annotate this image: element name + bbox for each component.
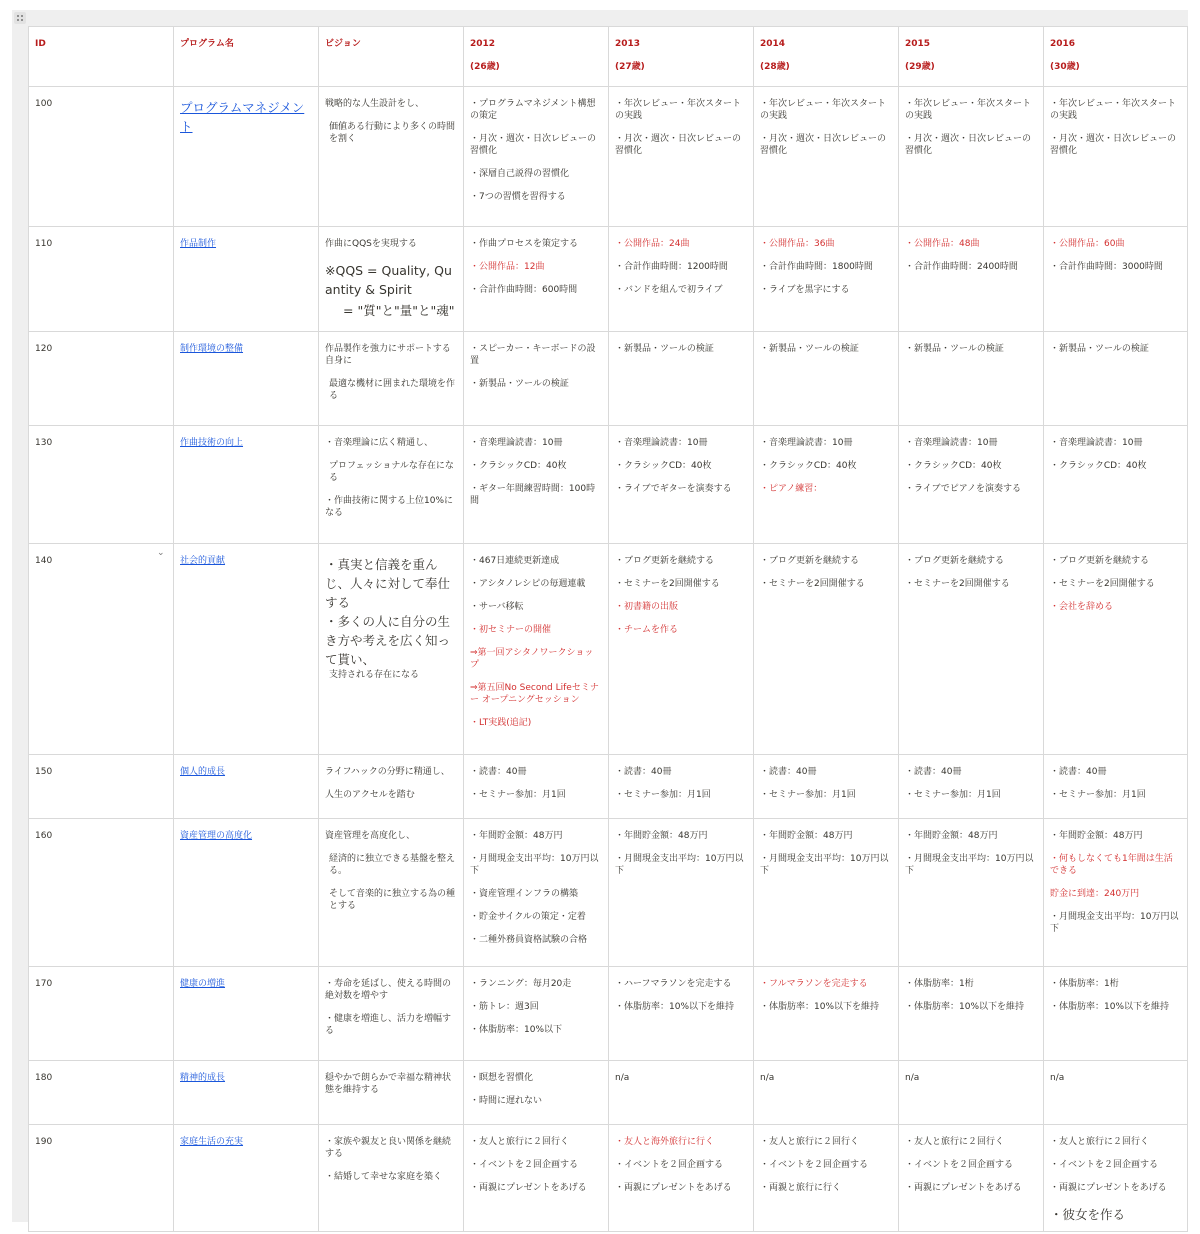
cell-year-2016[interactable] — [1044, 819, 1188, 967]
program-table — [28, 26, 1188, 1232]
header-vision[interactable]: ビジョン — [319, 27, 464, 87]
cell-line: ・ライブでギターを演奏する — [615, 484, 732, 494]
cell-line: ・作曲プロセスを策定する — [470, 239, 579, 249]
cell-line: = "質"と"量"と"魂" — [343, 303, 455, 318]
cell-year-2014[interactable] — [754, 426, 899, 544]
drag-handle-icon[interactable] — [14, 12, 26, 24]
cell-year-2013[interactable] — [609, 819, 754, 967]
cell-year-2012[interactable] — [464, 1061, 609, 1125]
cell-year-2013[interactable] — [609, 967, 754, 1061]
cell-year-2013[interactable] — [609, 755, 754, 819]
cell-year-2016[interactable] — [1044, 544, 1188, 755]
cell-line: ・体脂肪率：1桁 — [905, 979, 974, 989]
cell-line: 人生のアクセルを踏む — [325, 790, 415, 800]
cell-line: ・クラシックCD：40枚 — [760, 461, 857, 471]
program-link[interactable]: 制作環境の整備 — [180, 344, 244, 354]
cell-vision[interactable] — [319, 755, 464, 819]
cell-line: ・ハーフマラソンを完走する — [615, 979, 732, 989]
header-program[interactable]: プログラム名 — [174, 27, 319, 87]
cell-vision[interactable] — [319, 426, 464, 544]
cell-line: ・家族や親友と良い関係を継続する — [325, 1137, 452, 1159]
table-row — [29, 1061, 1188, 1125]
cell-line: ・年次レビュー・年次スタートの実践 — [760, 99, 887, 121]
cell-year-2014[interactable] — [754, 227, 899, 332]
cell-line: ・月間現金支出平均：10万円以下 — [470, 854, 599, 876]
cell-line: ・公開作品：12曲 — [470, 262, 545, 272]
cell-line: ・音楽理論に広く精通し、 — [325, 438, 434, 448]
cell-line: ・イベントを２回企画する — [1050, 1160, 1159, 1170]
cell-program[interactable] — [174, 1061, 319, 1125]
cell-line: ・月間現金支出平均：10万円以下 — [615, 854, 744, 876]
cell-line: ・チームを作る — [615, 625, 679, 635]
cell-line: ・音楽理論読書：10冊 — [470, 438, 563, 448]
cell-line: ・会社を辞める — [1050, 602, 1114, 612]
cell-line: ・体脂肪率：10%以下を維持 — [1050, 1002, 1170, 1012]
cell-line: ・月間現金支出平均：10万円以下 — [760, 854, 889, 876]
cell-line: ・プログラムマネジメント構想の策定 — [470, 99, 596, 121]
cell-line: 最適な機材に囲まれた環境を作る — [329, 379, 456, 401]
cell-line: ・月間現金支出平均：10万円以下 — [1050, 912, 1179, 934]
cell-line: ・公開作品：60曲 — [1050, 239, 1125, 249]
cell-line: ・友人と旅行に２回行く — [760, 1137, 860, 1147]
cell-line: ・彼女を作る — [1050, 1207, 1126, 1222]
cell-year-2016[interactable] — [1044, 755, 1188, 819]
cell-year-2013[interactable] — [609, 426, 754, 544]
cell-year-2013[interactable] — [609, 227, 754, 332]
cell-year-2012[interactable] — [464, 426, 609, 544]
cell-vision[interactable] — [319, 1125, 464, 1232]
cell-program[interactable] — [174, 544, 319, 755]
program-link[interactable]: 個人的成長 — [180, 767, 226, 777]
cell-line: ・新製品・ツールの検証 — [760, 344, 859, 354]
cell-line: n/a — [1050, 1073, 1065, 1083]
table-row — [29, 87, 1188, 227]
cell-line: ・合計作曲時間：1800時間 — [760, 262, 873, 272]
cell-line: ・読書：40冊 — [1050, 767, 1107, 777]
cell-line: ・セミナー参加：月1回 — [760, 790, 856, 800]
cell-line: ・寿命を延ばし、使える時間の絶対数を増やす — [325, 979, 452, 1001]
header-age-label: (28歳) — [760, 62, 790, 72]
cell-line: ・合計作曲時間：3000時間 — [1050, 262, 1163, 272]
cell-line: 支持される存在になる — [329, 670, 420, 680]
cell-year-2015[interactable] — [899, 1061, 1044, 1125]
cell-year-2012[interactable] — [464, 755, 609, 819]
header-age-label: (26歳) — [470, 62, 500, 72]
cell-year-2015[interactable] — [899, 227, 1044, 332]
cell-vision[interactable] — [319, 87, 464, 227]
cell-line: ・年間貯金額：48万円 — [1050, 831, 1143, 841]
program-link[interactable]: 作曲技術の向上 — [180, 438, 244, 448]
cell-program[interactable] — [174, 87, 319, 227]
cell-line: ・ブログ更新を継続する — [760, 556, 860, 566]
cell-line: n/a — [905, 1073, 920, 1083]
cell-vision[interactable] — [319, 967, 464, 1061]
cell-year-2016[interactable] — [1044, 332, 1188, 426]
cell-year-2016[interactable] — [1044, 227, 1188, 332]
cell-line: ・新製品・ツールの検証 — [905, 344, 1004, 354]
table-row — [29, 819, 1188, 967]
cell-year-2013[interactable] — [609, 544, 754, 755]
cell-line: ・クラシックCD：40枚 — [905, 461, 1002, 471]
cell-line: ・初書籍の出版 — [615, 602, 679, 612]
cell-line: ・ライブを黒字にする — [760, 285, 850, 295]
cell-id[interactable]: 130 — [29, 426, 174, 544]
cell-vision[interactable] — [319, 819, 464, 967]
cell-line: ・フルマラソンを完走する — [760, 979, 868, 989]
program-link[interactable]: 健康の増進 — [180, 979, 226, 989]
cell-line: ・音楽理論読書：10冊 — [615, 438, 708, 448]
cell-id[interactable]: 140 — [29, 544, 174, 755]
cell-line: ・音楽理論読書：10冊 — [760, 438, 853, 448]
cell-line: ・イベントを２回企画する — [615, 1160, 724, 1170]
program-link[interactable]: 精神的成長 — [180, 1073, 226, 1083]
cell-line: ・年間貯金額：48万円 — [615, 831, 708, 841]
cell-line: ・時間に遅れない — [470, 1096, 543, 1106]
cell-line: ・新製品・ツールの検証 — [615, 344, 714, 354]
cell-year-2015[interactable] — [899, 1125, 1044, 1232]
cell-line: ・体脂肪率：1桁 — [1050, 979, 1119, 989]
cell-year-2015[interactable] — [899, 332, 1044, 426]
cell-line: ・年間貯金額：48万円 — [760, 831, 853, 841]
cell-program[interactable] — [174, 755, 319, 819]
cell-line: ・ブログ更新を継続する — [615, 556, 715, 566]
cell-vision[interactable] — [319, 332, 464, 426]
cell-program[interactable] — [174, 819, 319, 967]
cell-line: ・ブログ更新を継続する — [1050, 556, 1150, 566]
cell-year-2016[interactable] — [1044, 1061, 1188, 1125]
cell-id[interactable]: 190 — [29, 1125, 174, 1232]
cell-year-2015[interactable] — [899, 87, 1044, 227]
cell-line: ・7つの習慣を習得する — [470, 192, 566, 202]
cell-line: ・真実と信義を重んじ、人々に対して奉仕する — [325, 557, 451, 610]
cell-year-2012[interactable] — [464, 1125, 609, 1232]
program-link[interactable]: プログラムマネジメント — [180, 100, 305, 134]
cell-line: ・月次・週次・日次レビューの習慣化 — [760, 134, 887, 156]
header-year[interactable] — [899, 27, 1044, 87]
cell-line: ・合計作曲時間：2400時間 — [905, 262, 1018, 272]
cell-line: ・アシタノレシピの毎週連載 — [470, 579, 586, 589]
header-year-label: 2013 — [615, 39, 641, 49]
cell-line: ・セミナーを2回開催する — [1050, 579, 1155, 589]
cell-year-2012[interactable] — [464, 87, 609, 227]
program-link[interactable]: 作品制作 — [180, 239, 217, 249]
table-row — [29, 426, 1188, 544]
cell-year-2014[interactable] — [754, 332, 899, 426]
cell-year-2015[interactable] — [899, 426, 1044, 544]
cell-line: ・読書：40冊 — [905, 767, 962, 777]
cell-year-2015[interactable] — [899, 544, 1044, 755]
cell-year-2015[interactable] — [899, 967, 1044, 1061]
cell-line: ・新製品・ツールの検証 — [470, 379, 569, 389]
header-year-label: 2014 — [760, 39, 786, 49]
cell-line: n/a — [760, 1073, 775, 1083]
cell-program[interactable] — [174, 227, 319, 332]
cell-line: 作品製作を強力にサポートする自身に — [325, 344, 451, 366]
cell-year-2015[interactable] — [899, 819, 1044, 967]
cell-year-2012[interactable] — [464, 967, 609, 1061]
program-link[interactable]: 家庭生活の充実 — [180, 1137, 244, 1147]
cell-program[interactable] — [174, 1125, 319, 1232]
table-row — [29, 544, 1188, 755]
cell-line: ・両親にプレゼントをあげる — [905, 1183, 1022, 1193]
cell-line: ・読書：40冊 — [615, 767, 672, 777]
cell-line: ・公開作品：48曲 — [905, 239, 980, 249]
cell-year-2012[interactable] — [464, 332, 609, 426]
cell-line: 経済的に独立できる基盤を整える。 — [329, 854, 456, 876]
cell-year-2016[interactable] — [1044, 967, 1188, 1061]
cell-line: ・公開作品：24曲 — [615, 239, 690, 249]
cell-line: ライフハックの分野に精通し、 — [325, 767, 450, 777]
cell-line: ・年次レビュー・年次スタートの実践 — [1050, 99, 1177, 121]
header-year[interactable] — [464, 27, 609, 87]
cell-line: ・友人と旅行に２回行く — [905, 1137, 1005, 1147]
header-year-label: 2015 — [905, 39, 931, 49]
cell-year-2014[interactable] — [754, 87, 899, 227]
cell-year-2015[interactable] — [899, 755, 1044, 819]
cell-line: ・筋トレ：週3回 — [470, 1002, 539, 1012]
cell-line: ・467日連続更新達成 — [470, 556, 560, 566]
table-row — [29, 755, 1188, 819]
cell-line: ・年間貯金額：48万円 — [470, 831, 563, 841]
cell-year-2013[interactable] — [609, 1061, 754, 1125]
header-age-label: (29歳) — [905, 62, 935, 72]
program-link[interactable]: 資産管理の高度化 — [180, 831, 253, 841]
cell-vision[interactable] — [319, 544, 464, 755]
cell-line: ・セミナーを2回開催する — [760, 579, 865, 589]
cell-id[interactable]: 150 — [29, 755, 174, 819]
cell-year-2013[interactable] — [609, 87, 754, 227]
cell-line: ・ライブでピアノを演奏する — [905, 484, 1022, 494]
header-year[interactable] — [754, 27, 899, 87]
cell-line: ・公開作品：36曲 — [760, 239, 835, 249]
cell-line: 穏やかで朗らかで幸福な精神状態を維持する — [325, 1073, 452, 1095]
cell-line: ・結婚して幸せな家庭を築く — [325, 1172, 443, 1182]
cell-year-2016[interactable] — [1044, 1125, 1188, 1232]
cell-line: ・月間現金支出平均：10万円以下 — [905, 854, 1034, 876]
cell-line: ・友人と海外旅行に行く — [615, 1137, 715, 1147]
cell-year-2012[interactable] — [464, 544, 609, 755]
cell-line: ・合計作曲時間：600時間 — [470, 285, 578, 295]
header-age-label: (30歳) — [1050, 62, 1080, 72]
cell-line: ・読書：40冊 — [470, 767, 527, 777]
cell-year-2012[interactable] — [464, 819, 609, 967]
program-link[interactable]: 社会的貢献 — [180, 556, 226, 566]
cell-line: ・セミナー参加：月1回 — [470, 790, 566, 800]
cell-line: ・二種外務員資格試験の合格 — [470, 935, 588, 945]
cell-line: ・両親にプレゼントをあげる — [470, 1183, 587, 1193]
cell-line: ・月次・週次・日次レビューの習慣化 — [615, 134, 742, 156]
cell-line: ・セミナー参加：月1回 — [905, 790, 1001, 800]
cell-line: ・瞑想を習慣化 — [470, 1073, 534, 1083]
header-year[interactable] — [609, 27, 754, 87]
cell-line: ・クラシックCD：40枚 — [1050, 461, 1147, 471]
chevron-down-icon[interactable]: ⌄ — [157, 548, 165, 558]
cell-line: ・年次レビュー・年次スタートの実践 — [615, 99, 742, 121]
cell-year-2014[interactable] — [754, 967, 899, 1061]
cell-vision[interactable] — [319, 1061, 464, 1125]
cell-line: ・サーバ移転 — [470, 602, 524, 612]
cell-line: 貯金に到達：240万円 — [1050, 889, 1140, 899]
cell-id[interactable]: 110 — [29, 227, 174, 332]
cell-year-2012[interactable] — [464, 227, 609, 332]
cell-line: 戦略的な人生設計をし、 — [325, 99, 425, 109]
cell-line: ・クラシックCD：40枚 — [470, 461, 567, 471]
cell-line: ・月次・週次・日次レビューの習慣化 — [905, 134, 1032, 156]
cell-line: ・健康を増進し、活力を増幅する — [325, 1014, 452, 1036]
table-row — [29, 332, 1188, 426]
header-row — [29, 27, 1188, 87]
cell-line: ・初セミナーの開催 — [470, 625, 552, 635]
cell-line: ・セミナー参加：月1回 — [1050, 790, 1146, 800]
header-age-label: (27歳) — [615, 62, 645, 72]
cell-line: ⇒第一回アシタノワークショップ — [470, 648, 594, 670]
cell-line: ・音楽理論読書：10冊 — [1050, 438, 1143, 448]
cell-line: ・体脂肪率：10%以下を維持 — [905, 1002, 1025, 1012]
cell-year-2014[interactable] — [754, 544, 899, 755]
cell-line: ・作曲技術に関する上位10%になる — [325, 496, 454, 518]
cell-line: ・深層自己説得の習慣化 — [470, 169, 570, 179]
cell-line: ・両親にプレゼントをあげる — [1050, 1183, 1167, 1193]
cell-line: ・友人と旅行に２回行く — [470, 1137, 570, 1147]
cell-line: ・LT実践(追記) — [470, 718, 532, 728]
cell-line: ・ギター年間練習時間：100時間 — [470, 484, 596, 506]
cell-year-2014[interactable] — [754, 819, 899, 967]
cell-line: ・読書：40冊 — [760, 767, 817, 777]
cell-line: ・クラシックCD：40枚 — [615, 461, 712, 471]
cell-id[interactable]: 160 — [29, 819, 174, 967]
cell-year-2013[interactable] — [609, 332, 754, 426]
cell-year-2013[interactable] — [609, 1125, 754, 1232]
cell-year-2014[interactable] — [754, 1061, 899, 1125]
cell-line: ・イベントを２回企画する — [470, 1160, 579, 1170]
cell-line: ・イベントを２回企画する — [905, 1160, 1014, 1170]
cell-line: ・セミナーを2回開催する — [615, 579, 720, 589]
cell-line: ・何もしなくても1年間は生活できる — [1050, 854, 1173, 876]
table-row — [29, 1125, 1188, 1232]
cell-line: ・セミナーを2回開催する — [905, 579, 1010, 589]
cell-line: ・イベントを２回企画する — [760, 1160, 869, 1170]
cell-line: n/a — [615, 1073, 630, 1083]
cell-line: ・ピアノ練習： — [760, 484, 823, 494]
cell-line: ・年間貯金額：48万円 — [905, 831, 998, 841]
cell-id[interactable]: 170 — [29, 967, 174, 1061]
cell-line: ・月次・週次・日次レビューの習慣化 — [470, 134, 597, 156]
cell-line: ・両親にプレゼントをあげる — [615, 1183, 732, 1193]
cell-line: ・両親と旅行に行く — [760, 1183, 842, 1193]
header-year-label: 2012 — [470, 39, 496, 49]
cell-line: ・セミナー参加：月1回 — [615, 790, 711, 800]
cell-line: ・月次・週次・日次レビューの習慣化 — [1050, 134, 1177, 156]
cell-line: ・スピーカー・キーボードの設置 — [470, 344, 596, 366]
header-year-label: 2016 — [1050, 39, 1076, 49]
table-row — [29, 227, 1188, 332]
cell-program[interactable] — [174, 967, 319, 1061]
cell-line: ・新製品・ツールの検証 — [1050, 344, 1149, 354]
cell-line: ・資産管理インフラの構築 — [470, 889, 579, 899]
cell-program[interactable] — [174, 332, 319, 426]
cell-year-2016[interactable] — [1044, 426, 1188, 544]
cell-vision[interactable] — [319, 227, 464, 332]
cell-line: ・合計作曲時間：1200時間 — [615, 262, 728, 272]
cell-id[interactable]: 120 — [29, 332, 174, 426]
cell-line: ・音楽理論読書：10冊 — [905, 438, 998, 448]
cell-id[interactable]: 100 — [29, 87, 174, 227]
cell-line: ・年次レビュー・年次スタートの実践 — [905, 99, 1032, 121]
cell-line: ※QQS = Quality, Quantity & Spirit — [325, 263, 452, 297]
cell-line: プロフェッショナルな存在になる — [329, 461, 454, 483]
cell-id[interactable]: 180 — [29, 1061, 174, 1125]
cell-line: 作曲にQQSを実現する — [325, 239, 417, 249]
cell-line: ・ブログ更新を継続する — [905, 556, 1005, 566]
cell-line: ・体脂肪率：10%以下 — [470, 1025, 563, 1035]
cell-line: ・友人と旅行に２回行く — [1050, 1137, 1150, 1147]
table-row — [29, 967, 1188, 1061]
cell-line: ・体脂肪率：10%以下を維持 — [760, 1002, 880, 1012]
cell-line: ・多くの人に自分の生き方や考えを広く知って貰い、 — [325, 614, 451, 667]
cell-program[interactable] — [174, 426, 319, 544]
cell-line: ・貯金サイクルの策定・定着 — [470, 912, 586, 922]
cell-line: 資産管理を高度化し、 — [325, 831, 416, 841]
cell-line: ・バンドを組んで初ライブ — [615, 285, 723, 295]
cell-line: ・ランニング：毎月20走 — [470, 979, 572, 989]
cell-line: ・体脂肪率：10%以下を維持 — [615, 1002, 735, 1012]
cell-line: 価値ある行動により多くの時間を割く — [329, 122, 456, 144]
cell-year-2014[interactable] — [754, 1125, 899, 1232]
header-year[interactable] — [1044, 27, 1188, 87]
cell-year-2016[interactable] — [1044, 87, 1188, 227]
cell-line: そして音楽的に独立する為の種とする — [329, 889, 456, 911]
header-id[interactable]: ID — [29, 27, 174, 87]
cell-line: ⇒第五回No Second Lifeセミナー オープニングセッション — [470, 683, 599, 705]
cell-year-2014[interactable] — [754, 755, 899, 819]
